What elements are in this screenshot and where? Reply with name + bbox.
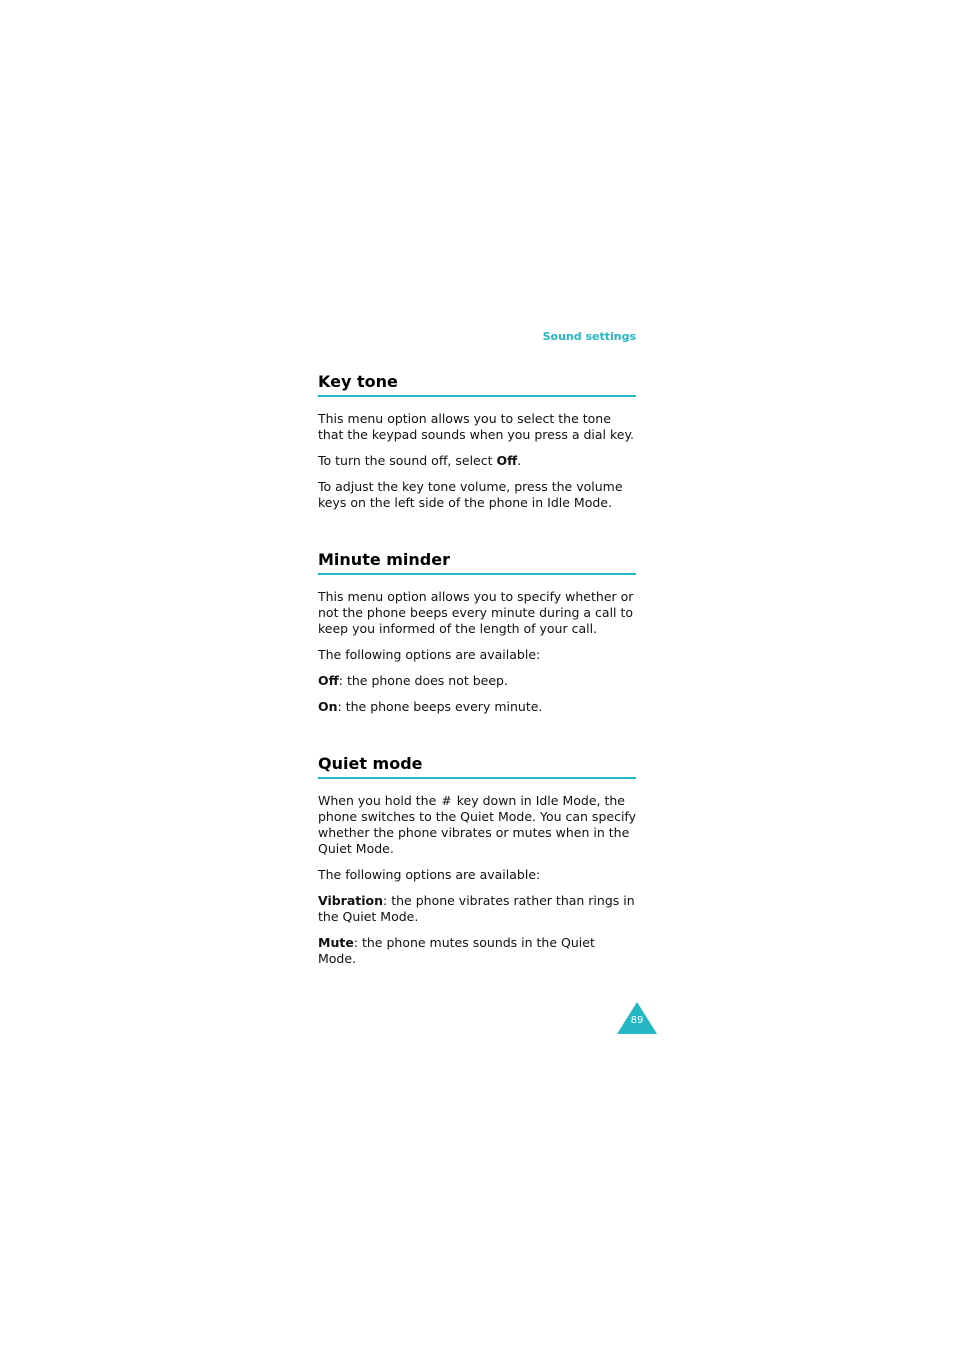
section-title-key-tone: Key tone xyxy=(318,372,636,397)
option-text: : the phone beeps every minute. xyxy=(337,699,543,714)
page-number-badge xyxy=(617,1002,657,1034)
section-quiet-mode xyxy=(318,754,636,977)
minute-minder-option-on xyxy=(318,699,636,715)
text: key down in Idle Mode, the phone switches to the Quiet Mode. You can specify whether the phone vibrates or mutes when in the Quiet Mode. xyxy=(318,793,636,856)
text: When you hold the xyxy=(318,793,437,808)
minute-minder-paragraph-1: This menu option allows you to specify whether or not the phone beeps every minute during a call to keep you informed of the length of your call. xyxy=(318,589,634,636)
section-minute-minder xyxy=(318,550,636,725)
minute-minder-option-off xyxy=(318,673,636,689)
quiet-mode-option-mute xyxy=(318,935,636,967)
option-text: : the phone does not beep. xyxy=(338,673,508,688)
running-header: Sound settings xyxy=(542,330,636,343)
option-text: : the phone vibrates rather than rings in the Quiet Mode. xyxy=(318,893,635,924)
option-label: Mute xyxy=(318,935,354,950)
text: . xyxy=(517,453,522,468)
page-number: 89 xyxy=(630,1015,644,1026)
text: To turn the sound off, select xyxy=(318,453,497,468)
bold-term-off: Off xyxy=(496,453,518,468)
quiet-mode-option-vibration xyxy=(318,893,636,925)
quiet-mode-paragraph-2: The following options are available: xyxy=(318,867,541,882)
key-tone-paragraph-1: This menu option allows you to select the tone that the keypad sounds when you press a dial key. xyxy=(318,411,635,442)
section-key-tone xyxy=(318,372,636,521)
quiet-mode-paragraph-1 xyxy=(318,793,636,857)
key-tone-paragraph-3: To adjust the key tone volume, press the volume keys on the left side of the phone in Idle Mode. xyxy=(318,479,623,510)
option-label: On xyxy=(318,699,338,714)
section-title-minute-minder: Minute minder xyxy=(318,550,636,575)
hash-key-icon: # xyxy=(441,793,452,808)
minute-minder-paragraph-2: The following options are available: xyxy=(318,647,541,662)
option-label: Off xyxy=(318,673,339,688)
section-title-quiet-mode: Quiet mode xyxy=(318,754,636,779)
option-label: Vibration xyxy=(318,893,384,908)
option-text: : the phone mutes sounds in the Quiet Mode. xyxy=(318,935,595,966)
key-tone-paragraph-2 xyxy=(318,453,636,469)
